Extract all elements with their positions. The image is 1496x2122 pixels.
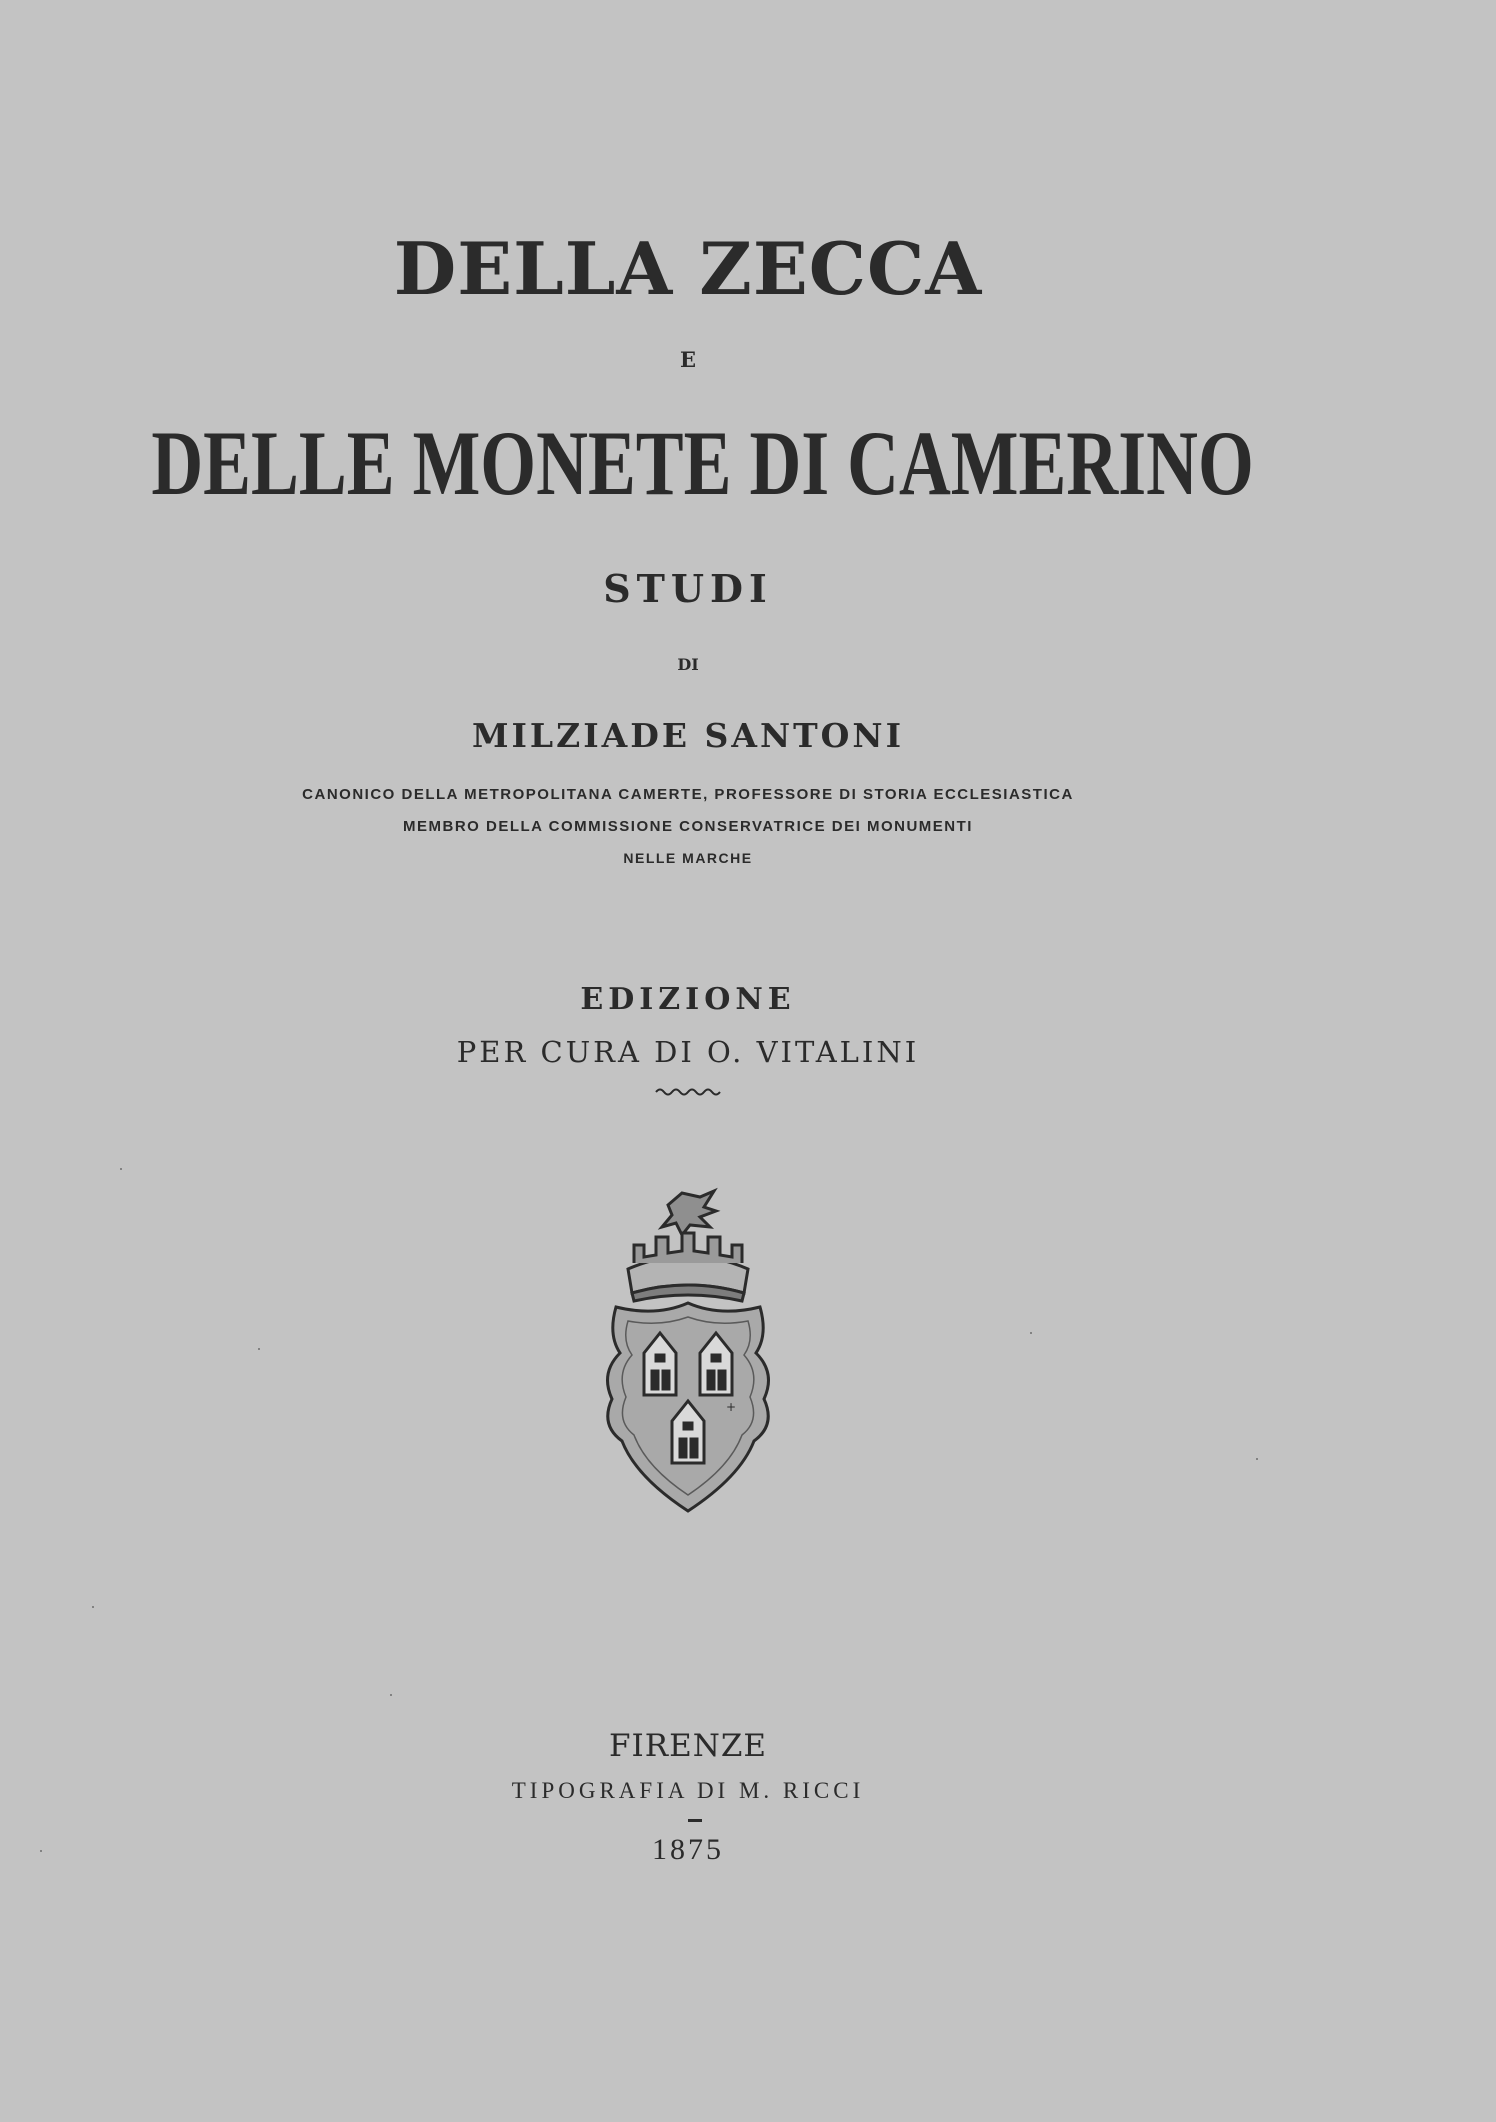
wave-flourish-icon xyxy=(654,1085,722,1099)
paper-speck xyxy=(1030,1332,1032,1334)
imprint-city: FIRENZE xyxy=(608,1728,768,1764)
paper-speck xyxy=(1256,1458,1258,1460)
paper-speck xyxy=(258,1348,260,1350)
author-credential: CANONICO DELLA METROPOLITANA CAMERTE, PROFESSORE DI STORIA ECCLESIASTICA xyxy=(302,786,1074,803)
title-conjunction: E xyxy=(679,347,696,372)
paper-speck xyxy=(120,1168,122,1170)
title-line-2: DELLE MONETE DI CAMERINO xyxy=(151,412,1254,514)
paper-speck xyxy=(390,1694,392,1696)
imprint-year: 1875 xyxy=(652,1833,724,1866)
coat-of-arms-icon xyxy=(590,1185,786,1515)
paper-speck xyxy=(40,1850,42,1852)
paper-speck xyxy=(92,1606,94,1608)
svg-text:+: + xyxy=(726,1400,737,1414)
author-credential: MEMBRO DELLA COMMISSIONE CONSERVATRICE DEI MONUMENTI xyxy=(403,818,973,835)
editor-line: PER CURA DI O. VITALINI xyxy=(456,1035,920,1069)
edition-label: EDIZIONE xyxy=(580,982,796,1017)
subtitle: STUDI xyxy=(603,566,773,611)
author-name: MILZIADE SANTONI xyxy=(471,716,905,755)
by-line: DI xyxy=(677,655,699,674)
imprint-divider xyxy=(688,1819,702,1822)
author-credential: NELLE MARCHE xyxy=(623,850,753,866)
title-line-1: DELLA ZECCA xyxy=(393,226,983,311)
imprint-printer: TIPOGRAFIA DI M. RICCI xyxy=(511,1778,865,1803)
